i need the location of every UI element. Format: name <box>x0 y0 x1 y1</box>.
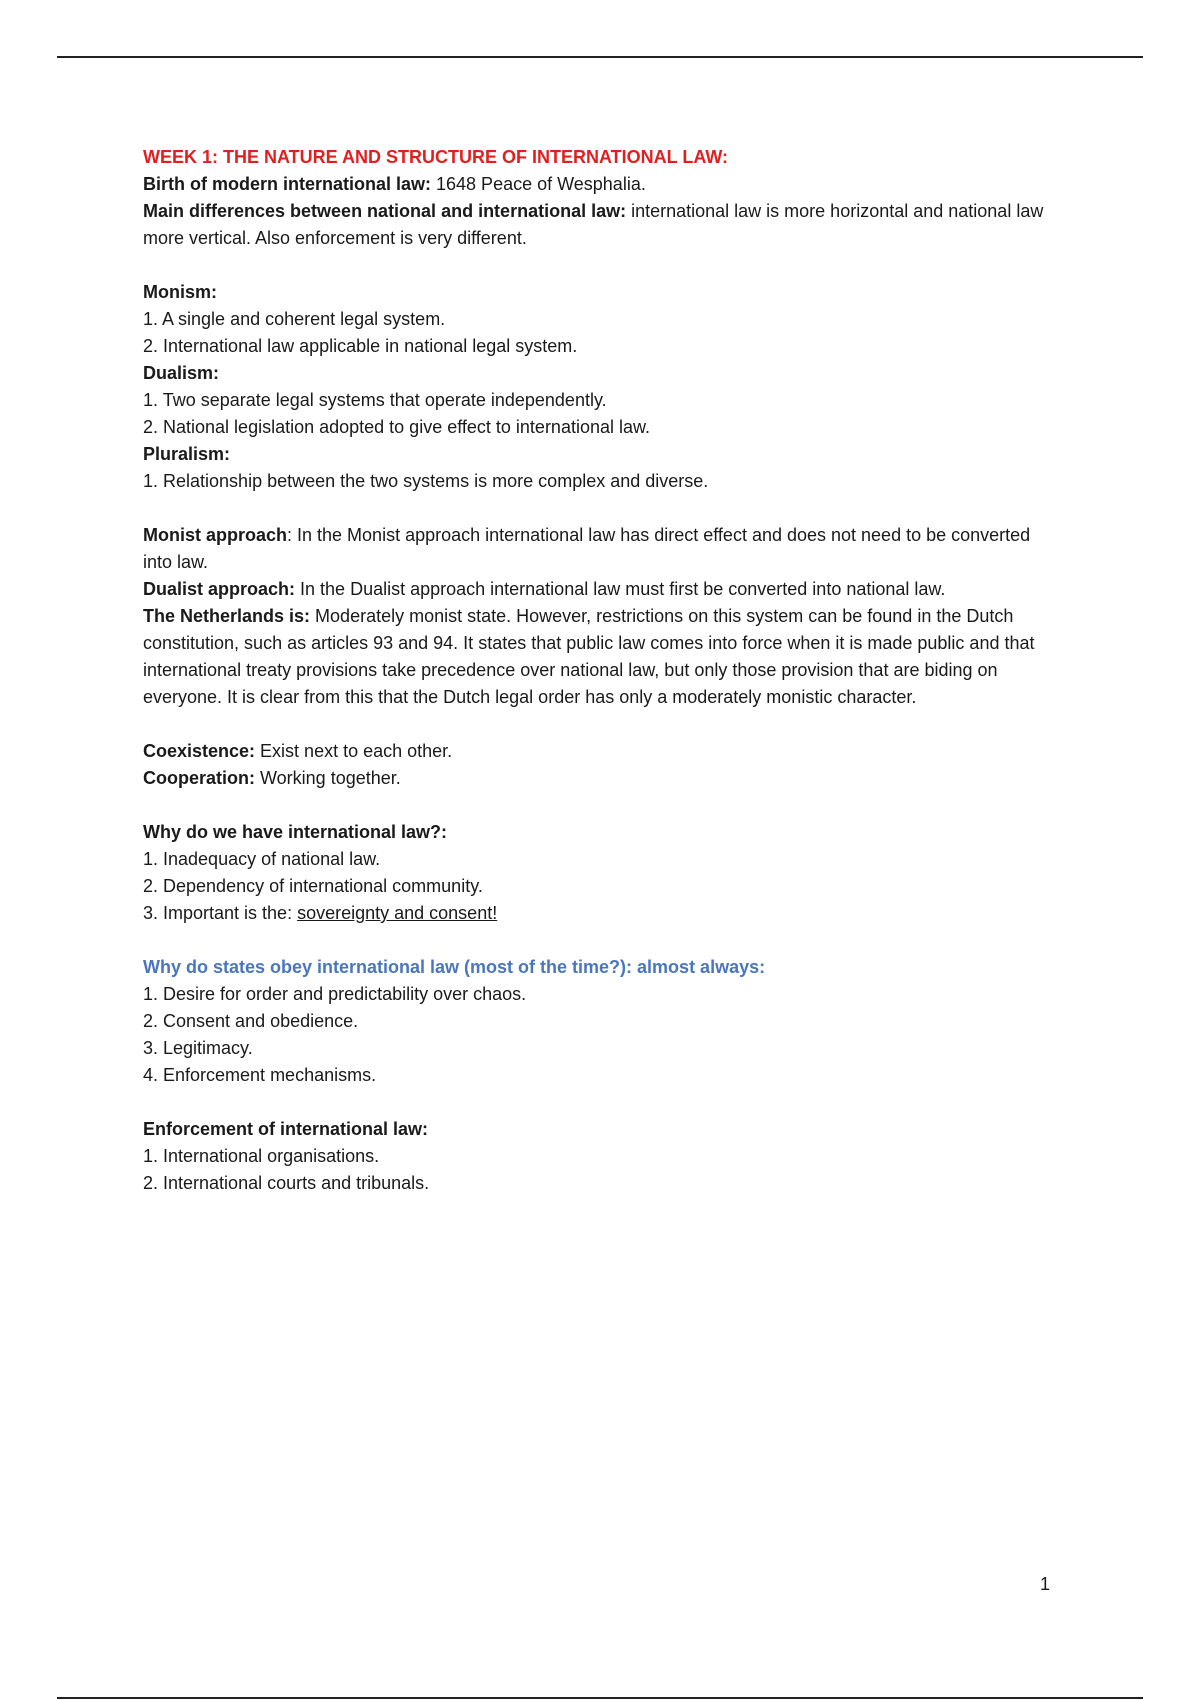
cooperation-text: Working together. <box>255 768 401 788</box>
list-item: 1. Desire for order and predictability over chaos. <box>143 984 527 1004</box>
monist-approach-text: : In the Monist approach international law has direct effect and does not need to be converted into law. <box>143 525 1031 572</box>
netherlands-label: The Netherlands is: <box>143 606 311 626</box>
netherlands-paragraph <box>143 603 1063 711</box>
list-item: 1. Two separate legal systems that operate independently. <box>143 390 607 410</box>
differences-paragraph <box>143 198 1063 252</box>
page-number: 1 <box>1040 1574 1051 1594</box>
list-item-prefix: 3. Important is the: <box>143 903 298 923</box>
enforcement-heading <box>143 1116 1063 1143</box>
birth-text: 1648 Peace of Wesphalia. <box>431 174 646 194</box>
footer-rule <box>57 1697 1143 1699</box>
cooperation-label: Cooperation: <box>143 768 255 788</box>
birth-paragraph <box>143 171 1063 198</box>
list-item: 1. Inadequacy of national law. <box>143 849 381 869</box>
pluralism-label: Pluralism: <box>143 444 231 464</box>
list-item: 2. International courts and tribunals. <box>143 1173 430 1193</box>
differences-text: international law is more horizontal and national law more vertical. Also enforcement is very different. <box>143 201 1044 248</box>
list-item: 3. Legitimacy. <box>143 1038 253 1058</box>
why-have-label: Why do we have international law?: <box>143 822 448 842</box>
monism-label: Monism: <box>143 282 217 302</box>
list-item: 2. International law applicable in national legal system. <box>143 336 578 356</box>
coexistence-label: Coexistence: <box>143 741 256 761</box>
dualist-approach-label: Dualist approach: <box>143 579 296 599</box>
dualist-approach-paragraph <box>143 576 1063 603</box>
dualism-heading <box>143 360 1063 387</box>
why-obey-heading: Why do states obey international law (most of the time?): almost always: <box>143 957 766 977</box>
netherlands-text: Moderately monist state. However, restrictions on this system can be found in the Dutch constitution, such as articles 93 and 94. It states that public law comes into force when it is made public and that international treaty provisions take precedence over national law, but only those provision that are biding on everyone. It is clear from this that the Dutch legal order has only a moderately monistic character. <box>143 606 1035 707</box>
page-title: WEEK 1: THE NATURE AND STRUCTURE OF INTERNATIONAL LAW: <box>143 147 728 167</box>
list-item: 1. Relationship between the two systems is more complex and diverse. <box>143 471 709 491</box>
monism-heading <box>143 279 1063 306</box>
list-item <box>143 900 1063 927</box>
coexistence-paragraph <box>143 738 1063 765</box>
list-item: 2. National legislation adopted to give effect to international law. <box>143 417 651 437</box>
list-item: 1. A single and coherent legal system. <box>143 309 446 329</box>
list-item: 2. Dependency of international community. <box>143 876 483 896</box>
list-item: 4. Enforcement mechanisms. <box>143 1065 377 1085</box>
coexistence-text: Exist next to each other. <box>255 741 453 761</box>
monist-approach-paragraph <box>143 522 1063 576</box>
pluralism-heading <box>143 441 1063 468</box>
birth-label: Birth of modern international law: <box>143 174 432 194</box>
differences-label: Main differences between national and international law: <box>143 201 627 221</box>
document-body <box>143 144 1063 1197</box>
underlined-emphasis: sovereignty and consent! <box>297 903 498 923</box>
dualist-approach-text: In the Dualist approach international law must first be converted into national law. <box>295 579 946 599</box>
header-rule <box>57 56 1143 58</box>
list-item: 2. Consent and obedience. <box>143 1011 359 1031</box>
why-have-heading <box>143 819 1063 846</box>
list-item: 1. International organisations. <box>143 1146 380 1166</box>
cooperation-paragraph <box>143 765 1063 792</box>
dualism-label: Dualism: <box>143 363 220 383</box>
monist-approach-label: Monist approach <box>143 525 288 545</box>
enforcement-label: Enforcement of international law: <box>143 1119 429 1139</box>
